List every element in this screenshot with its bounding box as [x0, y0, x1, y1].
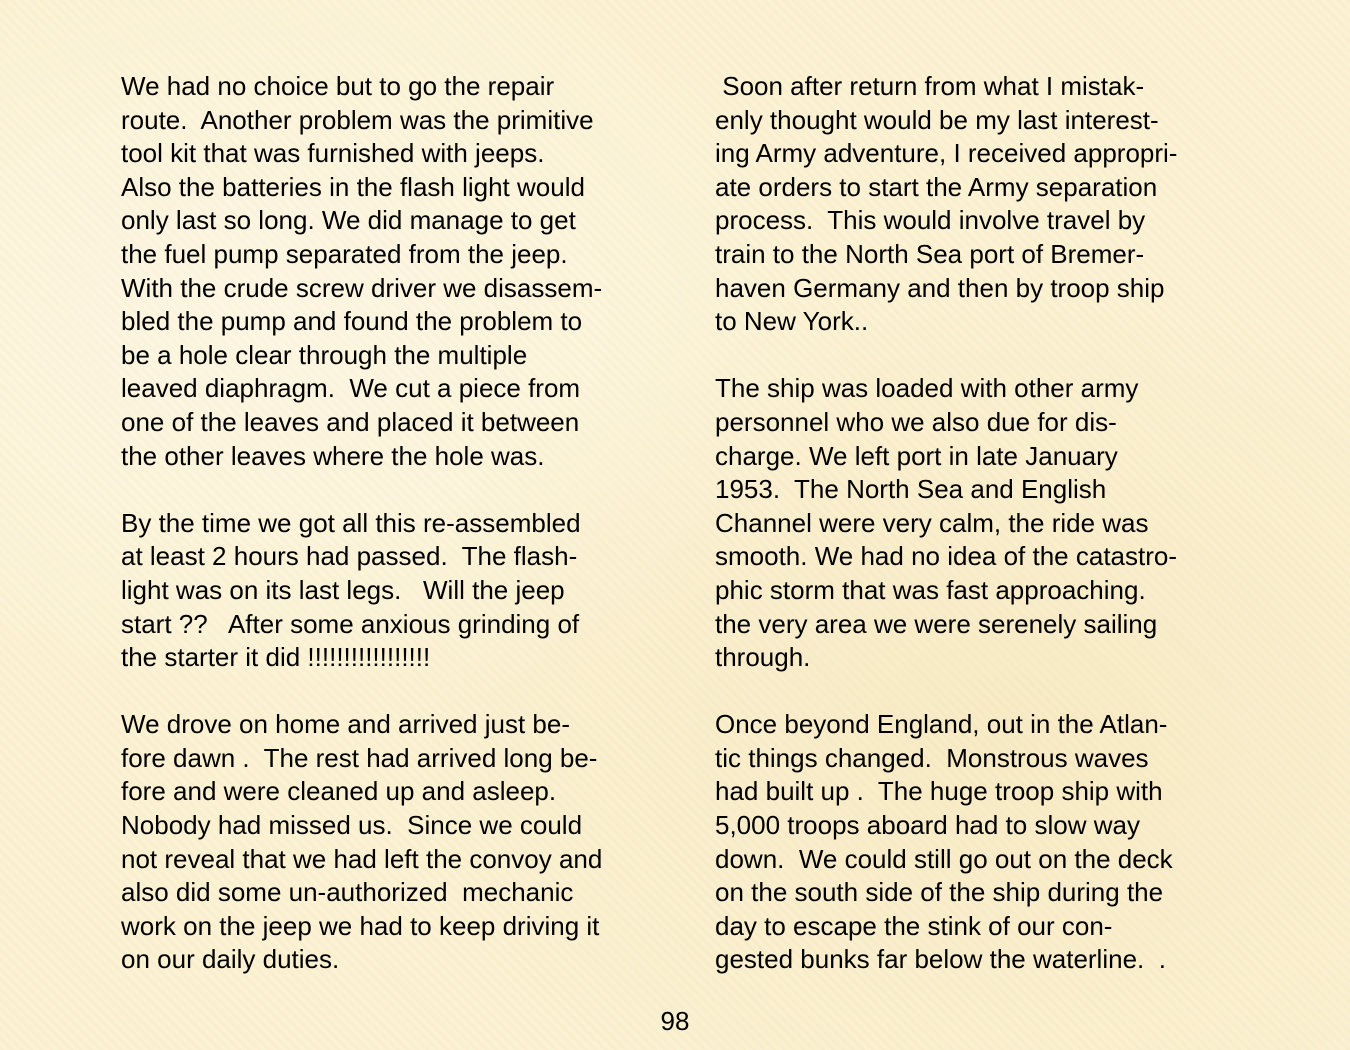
text-line: charge. We left port in late January: [715, 440, 1118, 471]
text-line: train to the North Sea port of Bremer-: [715, 238, 1145, 269]
left-text-column: [121, 70, 681, 1011]
paragraph: [715, 372, 1275, 674]
text-line: had built up . The huge troop ship with: [715, 776, 1163, 807]
text-line: With the crude screw driver we disassem-: [121, 272, 603, 303]
text-line: be a hole clear through the multiple: [121, 339, 528, 370]
text-line: 5,000 troops aboard had to slow way: [715, 810, 1140, 841]
paragraph: [121, 507, 681, 675]
text-line: fore and were cleaned up and asleep.: [121, 776, 557, 807]
paragraph: [715, 708, 1275, 977]
text-line: on our daily duties.: [121, 944, 340, 975]
text-line: day to escape the stink of our con-: [715, 910, 1113, 941]
text-line: Also the batteries in the flash light would: [121, 171, 585, 202]
text-line: Nobody had missed us. Since we could: [121, 810, 583, 841]
text-line: bled the pump and found the problem to: [121, 306, 583, 337]
text-line: the starter it did !!!!!!!!!!!!!!!!!: [121, 642, 431, 673]
text-line: at least 2 hours had passed. The flash-: [121, 541, 578, 572]
text-line: haven Germany and then by troop ship: [715, 272, 1165, 303]
text-line: light was on its last legs. Will the jeep: [121, 574, 565, 605]
text-line: ate orders to start the Army separation: [715, 171, 1158, 202]
text-line: Once beyond England, out in the Atlan-: [715, 709, 1168, 740]
text-line: the fuel pump separated from the jeep.: [121, 238, 568, 269]
text-line: fore dawn . The rest had arrived long be-: [121, 742, 598, 773]
text-line: We drove on home and arrived just be-: [121, 709, 570, 740]
page-number: 98: [660, 1006, 690, 1036]
text-line: By the time we got all this re-assembled: [121, 507, 581, 538]
text-line: not reveal that we had left the convoy and: [121, 843, 603, 874]
text-line: the other leaves where the hole was.: [121, 440, 545, 471]
text-line: process. This would involve travel by: [715, 205, 1146, 236]
paragraph: [121, 70, 681, 473]
text-line: down. We could still go out on the deck: [715, 843, 1173, 874]
text-line: one of the leaves and placed it between: [121, 406, 580, 437]
text-line: 1953. The North Sea and English: [715, 474, 1107, 505]
text-line: We had no choice but to go the repair: [121, 71, 555, 101]
text-line: the very area we were serenely sailing: [715, 608, 1158, 639]
text-line: on the south side of the ship during the: [715, 877, 1164, 908]
text-line: personnel who we also due for dis-: [715, 406, 1117, 437]
text-line: tool kit that was furnished with jeeps.: [121, 138, 545, 169]
paragraph: [121, 708, 681, 977]
text-line: also did some un-authorized mechanic: [121, 877, 574, 908]
text-line: ing Army adventure, I received appropri-: [715, 138, 1178, 169]
text-line: route. Another problem was the primitive: [121, 104, 594, 135]
text-line: Channel were very calm, the ride was: [715, 507, 1149, 538]
text-line: only last so long. We did manage to get: [121, 205, 576, 236]
text-line: enly thought would be my last interest-: [715, 104, 1159, 135]
text-line: gested bunks far below the waterline. .: [715, 944, 1166, 975]
text-line: leaved diaphragm. We cut a piece from: [121, 373, 581, 404]
text-line: The ship was loaded with other army: [715, 373, 1139, 404]
text-line: work on the jeep we had to keep driving it: [121, 910, 600, 941]
right-text-column: [715, 70, 1275, 1011]
text-line: phic storm that was fast approaching.: [715, 574, 1146, 605]
paragraph: [715, 70, 1275, 339]
text-line: Soon after return from what I mistak-: [715, 71, 1145, 101]
text-line: through.: [715, 642, 811, 673]
text-line: start ?? After some anxious grinding of: [121, 608, 580, 639]
text-line: tic things changed. Monstrous waves: [715, 742, 1149, 773]
text-line: to New York..: [715, 306, 869, 337]
text-line: smooth. We had no idea of the catastro-: [715, 541, 1178, 572]
